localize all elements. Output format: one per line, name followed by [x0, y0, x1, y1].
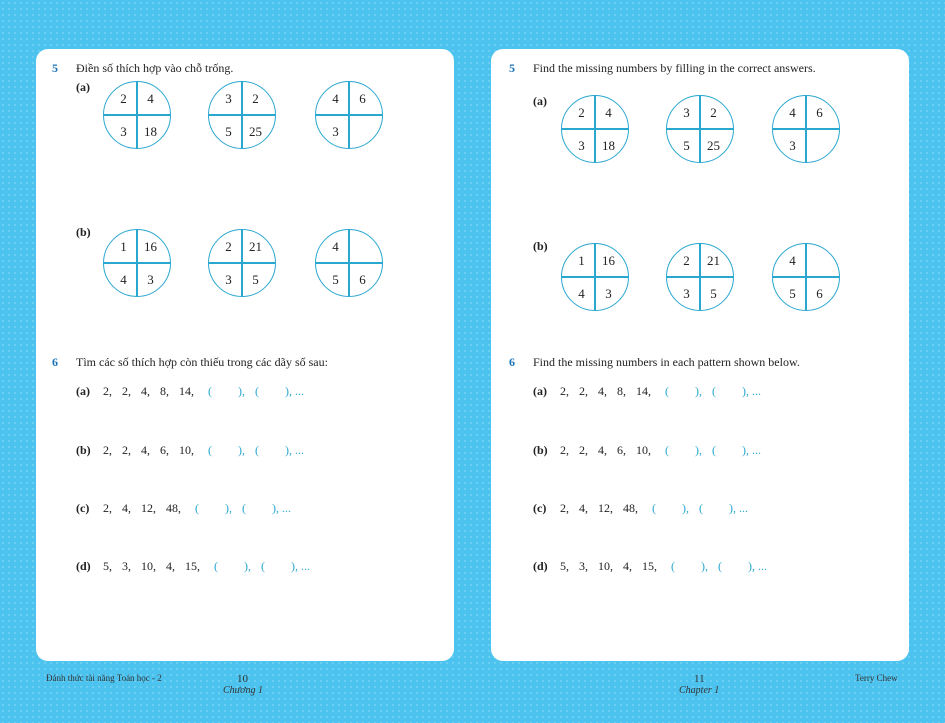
sequence-term: 2, — [122, 443, 131, 457]
circle-cell: 3 — [789, 137, 796, 153]
circle-cell: 3 — [578, 137, 585, 153]
circle-cell — [349, 230, 382, 263]
q6-number: 6 — [52, 355, 58, 369]
blank-open: ( — [208, 384, 212, 398]
q5a-label: (a) — [76, 80, 90, 94]
circle-cell: 6 — [816, 285, 823, 301]
answer-blank[interactable]: ), — [695, 443, 702, 457]
blank-open: ( — [255, 384, 259, 398]
answer-blank[interactable]: ), — [244, 559, 251, 573]
sequence-term: 3, — [579, 559, 588, 573]
sequence-a — [533, 384, 761, 399]
blank-open: ( — [665, 443, 669, 457]
circle-cell: 3 — [683, 285, 690, 301]
circle-cell: 21 — [249, 238, 262, 254]
sequence-term: 2, — [579, 384, 588, 398]
sequence-term: 10, — [141, 559, 156, 573]
blank-open: ( — [671, 559, 675, 573]
circle-cell: 18 — [602, 137, 615, 153]
circle-cell: 5 — [683, 137, 690, 153]
circle-cell: 4 — [605, 104, 612, 120]
circle-cell: 2 — [120, 90, 127, 106]
blank-open: ( — [261, 559, 265, 573]
circle-cell: 2 — [710, 104, 717, 120]
sequence-b — [76, 443, 304, 458]
circle-cell — [806, 129, 839, 162]
sequence-term: 48, — [623, 501, 638, 515]
circle-cell: 2 — [225, 238, 232, 254]
footer-author: Terry Chew — [855, 673, 898, 683]
q5b-label: (b) — [76, 225, 91, 239]
circle-cell: 1 — [120, 238, 127, 254]
answer-blank[interactable]: ), ... — [272, 501, 291, 515]
answer-blank[interactable]: ), — [682, 501, 689, 515]
q6-number: 6 — [509, 355, 515, 369]
answer-blank[interactable]: ), — [238, 443, 245, 457]
sequence-term: 4, — [623, 559, 632, 573]
number-circle — [103, 229, 171, 297]
footer-page-number-left: 10 — [237, 673, 248, 685]
sequence-term: 2, — [103, 501, 112, 515]
sequence-term: 2, — [560, 501, 569, 515]
circle-cell: 6 — [359, 90, 366, 106]
sequence-term: 14, — [636, 384, 651, 398]
footer-book-title: Đánh thức tài năng Toán học - 2 — [46, 673, 162, 683]
circle-cell: 4 — [120, 271, 127, 287]
answer-blank[interactable]: ), ... — [748, 559, 767, 573]
sequence-label: (c) — [76, 501, 90, 515]
circle-cell: 25 — [707, 137, 720, 153]
q5b-label: (b) — [533, 239, 548, 253]
sequence-term: 6, — [160, 443, 169, 457]
sequence-b — [533, 443, 761, 458]
q6-instruction: Tìm các số thích hợp còn thiếu trong các dãy số sau: — [76, 355, 328, 369]
number-circle — [103, 81, 171, 149]
answer-blank[interactable]: ), — [701, 559, 708, 573]
number-circle — [666, 95, 734, 163]
sequence-term: 12, — [141, 501, 156, 515]
number-circle — [315, 81, 383, 149]
circle-cell: 25 — [249, 123, 262, 139]
circle-cell: 3 — [225, 90, 232, 106]
sequence-term: 4, — [579, 501, 588, 515]
circle-cell: 4 — [789, 252, 796, 268]
number-circle — [666, 243, 734, 311]
sequence-term: 2, — [560, 443, 569, 457]
blank-open: ( — [208, 443, 212, 457]
sequence-term: 10, — [598, 559, 613, 573]
sequence-term: 4, — [141, 384, 150, 398]
answer-blank[interactable]: ), — [238, 384, 245, 398]
sequence-term: 2, — [122, 384, 131, 398]
sequence-term: 4, — [598, 443, 607, 457]
circle-cell: 2 — [252, 90, 259, 106]
sequence-a — [76, 384, 304, 399]
blank-open: ( — [652, 501, 656, 515]
sequence-label: (b) — [533, 443, 548, 457]
circle-cell: 5 — [252, 271, 259, 287]
circle-cell: 2 — [683, 252, 690, 268]
answer-blank[interactable]: ), ... — [285, 384, 304, 398]
blank-open: ( — [712, 384, 716, 398]
sequence-term: 3, — [122, 559, 131, 573]
sequence-term: 48, — [166, 501, 181, 515]
number-circle — [208, 229, 276, 297]
q5-instruction: Điền số thích hợp vào chỗ trống. — [76, 61, 234, 75]
sequence-label: (a) — [76, 384, 90, 398]
answer-blank[interactable]: ), ... — [729, 501, 748, 515]
sequence-term: 5, — [103, 559, 112, 573]
footer-page-number-right: 11 — [694, 673, 705, 685]
circle-cell: 3 — [225, 271, 232, 287]
left-page — [36, 49, 454, 661]
sequence-term: 2, — [103, 384, 112, 398]
q5-number: 5 — [509, 61, 515, 75]
blank-open: ( — [255, 443, 259, 457]
sequence-term: 15, — [185, 559, 200, 573]
circle-cell — [806, 244, 839, 277]
sequence-term: 4, — [141, 443, 150, 457]
circle-cell: 16 — [602, 252, 615, 268]
blank-open: ( — [665, 384, 669, 398]
answer-blank[interactable]: ), ... — [291, 559, 310, 573]
answer-blank[interactable]: ), — [695, 384, 702, 398]
sequence-d — [533, 559, 767, 574]
circle-cell: 3 — [120, 123, 127, 139]
circle-cell: 5 — [710, 285, 717, 301]
q5-number: 5 — [52, 61, 58, 75]
blank-open: ( — [712, 443, 716, 457]
sequence-term: 8, — [617, 384, 626, 398]
q5a-label: (a) — [533, 94, 547, 108]
circle-cell: 18 — [144, 123, 157, 139]
q6-instruction: Find the missing numbers in each pattern shown below. — [533, 355, 800, 369]
sequence-label: (d) — [76, 559, 91, 573]
circle-cell: 4 — [332, 238, 339, 254]
sequence-c — [533, 501, 748, 516]
right-page — [491, 49, 909, 661]
circle-cell: 4 — [332, 90, 339, 106]
circle-cell: 3 — [332, 123, 339, 139]
sequence-term: 8, — [160, 384, 169, 398]
sequence-term: 10, — [636, 443, 651, 457]
blank-open: ( — [242, 501, 246, 515]
number-circle — [208, 81, 276, 149]
sequence-term: 10, — [179, 443, 194, 457]
circle-cell: 3 — [605, 285, 612, 301]
circle-cell: 5 — [332, 271, 339, 287]
circle-cell: 6 — [816, 104, 823, 120]
sequence-term: 2, — [103, 443, 112, 457]
sequence-term: 5, — [560, 559, 569, 573]
blank-open: ( — [195, 501, 199, 515]
number-circle — [315, 229, 383, 297]
sequence-term: 4, — [598, 384, 607, 398]
answer-blank[interactable]: ), ... — [285, 443, 304, 457]
sequence-term: 4, — [166, 559, 175, 573]
sequence-term: 12, — [598, 501, 613, 515]
circle-cell: 5 — [789, 285, 796, 301]
sequence-label: (b) — [76, 443, 91, 457]
sequence-label: (c) — [533, 501, 547, 515]
footer-chapter-left: Chương 1 — [223, 685, 263, 696]
sequence-d — [76, 559, 310, 574]
sequence-label: (a) — [533, 384, 547, 398]
sequence-term: 14, — [179, 384, 194, 398]
sequence-term: 15, — [642, 559, 657, 573]
circle-cell: 16 — [144, 238, 157, 254]
sequence-term: 2, — [560, 384, 569, 398]
circle-cell: 1 — [578, 252, 585, 268]
blank-open: ( — [699, 501, 703, 515]
sequence-label: (d) — [533, 559, 548, 573]
circle-cell: 4 — [578, 285, 585, 301]
number-circle — [561, 243, 629, 311]
answer-blank[interactable]: ), — [225, 501, 232, 515]
circle-cell: 3 — [147, 271, 154, 287]
circle-cell — [349, 115, 382, 148]
footer-chapter-right: Chapter 1 — [679, 685, 720, 696]
sequence-term: 2, — [579, 443, 588, 457]
blank-open: ( — [214, 559, 218, 573]
circle-cell: 6 — [359, 271, 366, 287]
circle-cell: 3 — [683, 104, 690, 120]
blank-open: ( — [718, 559, 722, 573]
sequence-term: 4, — [122, 501, 131, 515]
circle-cell: 4 — [789, 104, 796, 120]
answer-blank[interactable]: ), ... — [742, 384, 761, 398]
sequence-c — [76, 501, 291, 516]
number-circle — [772, 243, 840, 311]
circle-cell: 4 — [147, 90, 154, 106]
answer-blank[interactable]: ), ... — [742, 443, 761, 457]
q5-instruction: Find the missing numbers by filling in the correct answers. — [533, 61, 816, 75]
number-circle — [561, 95, 629, 163]
circle-cell: 5 — [225, 123, 232, 139]
sequence-term: 6, — [617, 443, 626, 457]
circle-cell: 21 — [707, 252, 720, 268]
circle-cell: 2 — [578, 104, 585, 120]
number-circle — [772, 95, 840, 163]
